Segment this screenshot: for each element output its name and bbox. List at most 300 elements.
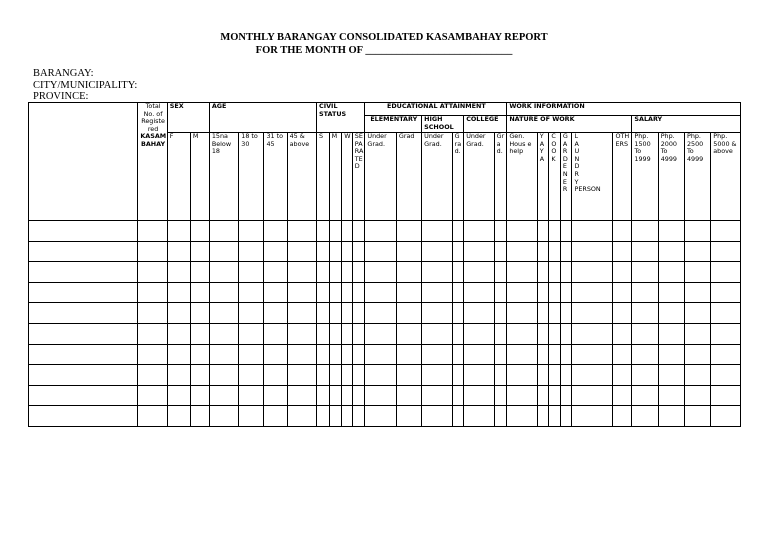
table-cell[interactable] (684, 365, 710, 386)
table-cell[interactable] (711, 323, 741, 344)
table-cell[interactable] (287, 406, 316, 427)
table-cell[interactable] (138, 365, 167, 386)
table-cell[interactable] (365, 323, 397, 344)
table-cell[interactable] (613, 385, 632, 406)
table-cell[interactable] (239, 282, 264, 303)
table-cell[interactable] (317, 262, 330, 283)
table-cell[interactable] (632, 262, 658, 283)
table-cell[interactable] (329, 385, 342, 406)
table-cell[interactable] (464, 385, 494, 406)
table-cell[interactable] (711, 282, 741, 303)
table-cell[interactable] (507, 344, 537, 365)
table-cell[interactable] (138, 303, 167, 324)
table-cell[interactable] (507, 241, 537, 262)
table-row (29, 385, 741, 406)
table-cell[interactable] (167, 323, 190, 344)
table-cell[interactable] (613, 303, 632, 324)
table-cell[interactable] (560, 221, 572, 242)
table-cell[interactable] (452, 262, 464, 283)
table-cell[interactable] (537, 303, 549, 324)
table-cell[interactable] (537, 385, 549, 406)
total-header-cell (138, 103, 167, 221)
table-cell[interactable] (29, 406, 138, 427)
table-cell[interactable] (464, 221, 494, 242)
table-cell[interactable] (464, 406, 494, 427)
table-cell[interactable] (239, 365, 264, 386)
table-cell[interactable] (684, 241, 710, 262)
table-row (29, 406, 741, 427)
table-cell[interactable] (549, 282, 561, 303)
table-cell[interactable] (658, 406, 684, 427)
table-cell[interactable] (572, 282, 613, 303)
table-cell[interactable] (342, 241, 353, 262)
table-cell[interactable] (464, 262, 494, 283)
table-cell[interactable] (167, 385, 190, 406)
table-cell[interactable] (190, 323, 209, 344)
table-cell[interactable] (537, 365, 549, 386)
table-cell[interactable] (365, 221, 397, 242)
table-cell[interactable] (658, 323, 684, 344)
table-cell[interactable] (572, 241, 613, 262)
table-cell[interactable] (352, 385, 365, 406)
table-cell[interactable] (209, 385, 238, 406)
table-cell[interactable] (365, 385, 397, 406)
table-cell[interactable] (537, 282, 549, 303)
table-cell[interactable] (190, 406, 209, 427)
table-cell[interactable] (560, 303, 572, 324)
table-cell[interactable] (352, 344, 365, 365)
salary-2500-4999: Php. 2500 To 4999 (684, 133, 710, 221)
table-cell[interactable] (711, 303, 741, 324)
table-cell[interactable] (464, 323, 494, 344)
table-cell[interactable] (452, 365, 464, 386)
table-cell[interactable] (239, 303, 264, 324)
table-cell[interactable] (684, 303, 710, 324)
table-cell[interactable] (239, 241, 264, 262)
table-cell[interactable] (365, 241, 397, 262)
table-cell[interactable] (572, 406, 613, 427)
table-cell[interactable] (549, 262, 561, 283)
table-cell[interactable] (342, 303, 353, 324)
table-cell[interactable] (342, 323, 353, 344)
table-cell[interactable] (29, 241, 138, 262)
table-cell[interactable] (317, 282, 330, 303)
table-cell[interactable] (239, 344, 264, 365)
table-cell[interactable] (287, 221, 316, 242)
table-cell[interactable] (264, 385, 287, 406)
table-cell[interactable] (352, 303, 365, 324)
table-cell[interactable] (572, 385, 613, 406)
table-cell[interactable] (365, 406, 397, 427)
table-cell[interactable] (507, 365, 537, 386)
table-cell[interactable] (365, 344, 397, 365)
table-cell[interactable] (422, 303, 452, 324)
table-cell[interactable] (264, 406, 287, 427)
laundry-person-label: PERSON (574, 185, 601, 194)
table-cell[interactable] (396, 303, 421, 324)
table-cell[interactable] (658, 303, 684, 324)
table-cell[interactable] (287, 323, 316, 344)
table-cell[interactable] (239, 262, 264, 283)
table-cell[interactable] (464, 365, 494, 386)
table-cell[interactable] (190, 344, 209, 365)
table-cell[interactable] (494, 241, 507, 262)
table-cell[interactable] (190, 221, 209, 242)
table-cell[interactable] (342, 365, 353, 386)
table-cell[interactable] (452, 323, 464, 344)
table-cell[interactable] (138, 385, 167, 406)
table-cell[interactable] (317, 303, 330, 324)
table-cell[interactable] (422, 344, 452, 365)
table-cell[interactable] (264, 282, 287, 303)
table-cell[interactable] (190, 385, 209, 406)
table-cell[interactable] (507, 406, 537, 427)
title-line-1: MONTHLY BARANGAY CONSOLIDATED KASAMBAHAY REPORT (220, 32, 548, 43)
table-cell[interactable] (239, 385, 264, 406)
table-cell[interactable] (138, 282, 167, 303)
table-cell[interactable] (264, 365, 287, 386)
table-cell[interactable] (632, 303, 658, 324)
table-cell[interactable] (209, 262, 238, 283)
table-cell[interactable] (494, 385, 507, 406)
table-cell[interactable] (209, 282, 238, 303)
table-cell[interactable] (209, 303, 238, 324)
table-cell[interactable] (329, 406, 342, 427)
table-cell[interactable] (352, 241, 365, 262)
table-cell[interactable] (396, 241, 421, 262)
table-cell[interactable] (613, 241, 632, 262)
table-cell[interactable] (264, 344, 287, 365)
table-cell[interactable] (658, 282, 684, 303)
table-cell[interactable] (494, 221, 507, 242)
table-cell[interactable] (329, 221, 342, 242)
table-cell[interactable] (29, 221, 138, 242)
table-cell[interactable] (613, 406, 632, 427)
report-table (28, 102, 741, 427)
table-cell[interactable] (632, 406, 658, 427)
table-cell[interactable] (452, 344, 464, 365)
table-cell[interactable] (464, 241, 494, 262)
table-cell[interactable] (167, 303, 190, 324)
table-cell[interactable] (494, 282, 507, 303)
table-cell[interactable] (138, 221, 167, 242)
table-cell[interactable] (632, 344, 658, 365)
table-cell[interactable] (711, 365, 741, 386)
table-cell[interactable] (613, 262, 632, 283)
table-cell[interactable] (507, 303, 537, 324)
table-cell[interactable] (494, 262, 507, 283)
table-cell[interactable] (239, 221, 264, 242)
table-cell[interactable] (342, 282, 353, 303)
table-cell[interactable] (422, 365, 452, 386)
table-cell[interactable] (287, 262, 316, 283)
age-45-above: 45 & above (287, 133, 316, 221)
table-cell[interactable] (396, 406, 421, 427)
table-cell[interactable] (507, 323, 537, 344)
table-cell[interactable] (138, 406, 167, 427)
table-cell[interactable] (329, 323, 342, 344)
table-cell[interactable] (684, 323, 710, 344)
table-cell[interactable] (422, 262, 452, 283)
table-cell[interactable] (537, 221, 549, 242)
table-cell[interactable] (239, 406, 264, 427)
work-gardener: GARDENER (560, 133, 572, 221)
table-cell[interactable] (560, 406, 572, 427)
table-cell[interactable] (287, 365, 316, 386)
table-cell[interactable] (342, 385, 353, 406)
table-cell[interactable] (572, 323, 613, 344)
table-cell[interactable] (365, 303, 397, 324)
table-cell[interactable] (352, 365, 365, 386)
table-cell[interactable] (560, 241, 572, 262)
table-cell[interactable] (549, 221, 561, 242)
civil-s: S (317, 133, 330, 221)
table-cell[interactable] (287, 282, 316, 303)
table-cell[interactable] (190, 262, 209, 283)
table-cell[interactable] (711, 241, 741, 262)
table-cell[interactable] (613, 323, 632, 344)
table-cell[interactable] (396, 365, 421, 386)
table-cell[interactable] (396, 262, 421, 283)
table-cell[interactable] (29, 365, 138, 386)
table-cell[interactable] (264, 241, 287, 262)
table-cell[interactable] (572, 344, 613, 365)
table-cell[interactable] (560, 365, 572, 386)
table-cell[interactable] (167, 262, 190, 283)
table-cell[interactable] (494, 303, 507, 324)
table-cell[interactable] (317, 241, 330, 262)
table-cell[interactable] (560, 282, 572, 303)
table-cell[interactable] (138, 323, 167, 344)
table-cell[interactable] (317, 344, 330, 365)
table-cell[interactable] (29, 385, 138, 406)
table-cell[interactable] (711, 385, 741, 406)
table-cell[interactable] (549, 323, 561, 344)
table-cell[interactable] (239, 323, 264, 344)
table-cell[interactable] (560, 323, 572, 344)
table-cell[interactable] (167, 344, 190, 365)
table-cell[interactable] (209, 406, 238, 427)
table-cell[interactable] (167, 406, 190, 427)
table-cell[interactable] (352, 323, 365, 344)
table-cell[interactable] (507, 262, 537, 283)
table-cell[interactable] (317, 221, 330, 242)
table-cell[interactable] (658, 262, 684, 283)
table-cell[interactable] (658, 365, 684, 386)
elementary-header: ELEMENTARY (365, 116, 422, 133)
table-cell[interactable] (684, 344, 710, 365)
table-cell[interactable] (29, 344, 138, 365)
table-cell[interactable] (190, 303, 209, 324)
location-fields (33, 68, 137, 103)
table-cell[interactable] (365, 262, 397, 283)
sex-header: SEX (167, 103, 209, 133)
table-cell[interactable] (507, 282, 537, 303)
table-cell[interactable] (613, 221, 632, 242)
table-cell[interactable] (632, 385, 658, 406)
table-cell[interactable] (317, 323, 330, 344)
table-cell[interactable] (494, 344, 507, 365)
table-cell[interactable] (209, 323, 238, 344)
table-cell[interactable] (494, 323, 507, 344)
table-cell[interactable] (549, 303, 561, 324)
table-cell[interactable] (287, 241, 316, 262)
table-cell[interactable] (329, 344, 342, 365)
table-cell[interactable] (632, 282, 658, 303)
table-cell[interactable] (287, 344, 316, 365)
table-cell[interactable] (711, 262, 741, 283)
table-cell[interactable] (711, 344, 741, 365)
table-cell[interactable] (209, 344, 238, 365)
table-cell[interactable] (658, 241, 684, 262)
table-cell[interactable] (560, 262, 572, 283)
table-cell[interactable] (396, 221, 421, 242)
table-cell[interactable] (209, 365, 238, 386)
table-cell[interactable] (464, 282, 494, 303)
table-cell[interactable] (365, 365, 397, 386)
table-cell[interactable] (549, 385, 561, 406)
table-cell[interactable] (209, 221, 238, 242)
table-cell[interactable] (684, 221, 710, 242)
table-cell[interactable] (549, 344, 561, 365)
table-cell[interactable] (342, 221, 353, 242)
table-cell[interactable] (138, 241, 167, 262)
table-cell[interactable] (684, 406, 710, 427)
table-cell[interactable] (264, 323, 287, 344)
table-cell[interactable] (317, 365, 330, 386)
table-cell[interactable] (613, 282, 632, 303)
table-cell[interactable] (549, 365, 561, 386)
table-cell[interactable] (422, 241, 452, 262)
table-cell[interactable] (287, 385, 316, 406)
table-cell[interactable] (572, 221, 613, 242)
table-cell[interactable] (632, 221, 658, 242)
table-cell[interactable] (572, 365, 613, 386)
salary-5000-above: Php. 5000 & above (711, 133, 741, 221)
table-cell[interactable] (452, 385, 464, 406)
table-cell[interactable] (352, 221, 365, 242)
table-cell[interactable] (317, 406, 330, 427)
table-cell[interactable] (549, 241, 561, 262)
table-cell[interactable] (494, 365, 507, 386)
table-cell[interactable] (396, 282, 421, 303)
table-cell[interactable] (537, 241, 549, 262)
table-cell[interactable] (422, 323, 452, 344)
table-cell[interactable] (560, 344, 572, 365)
table-cell[interactable] (352, 262, 365, 283)
table-cell[interactable] (537, 406, 549, 427)
table-cell[interactable] (329, 282, 342, 303)
table-cell[interactable] (342, 262, 353, 283)
table-cell[interactable] (572, 262, 613, 283)
table-cell[interactable] (329, 303, 342, 324)
table-cell[interactable] (29, 323, 138, 344)
table-cell[interactable] (464, 303, 494, 324)
table-cell[interactable] (560, 385, 572, 406)
table-cell[interactable] (209, 241, 238, 262)
table-cell[interactable] (396, 344, 421, 365)
table-cell[interactable] (29, 303, 138, 324)
table-cell[interactable] (365, 282, 397, 303)
table-cell[interactable] (190, 241, 209, 262)
table-cell[interactable] (396, 385, 421, 406)
table-row (29, 365, 741, 386)
table-cell[interactable] (167, 241, 190, 262)
table-cell[interactable] (342, 406, 353, 427)
table-cell[interactable] (452, 241, 464, 262)
table-cell[interactable] (422, 406, 452, 427)
table-cell[interactable] (138, 344, 167, 365)
table-cell[interactable] (29, 262, 138, 283)
table-cell[interactable] (422, 282, 452, 303)
table-cell[interactable] (190, 365, 209, 386)
table-cell[interactable] (317, 385, 330, 406)
table-cell[interactable] (264, 262, 287, 283)
table-cell[interactable] (167, 365, 190, 386)
table-cell[interactable] (452, 282, 464, 303)
table-cell[interactable] (684, 262, 710, 283)
table-cell[interactable] (396, 323, 421, 344)
table-cell[interactable] (422, 385, 452, 406)
table-cell[interactable] (572, 303, 613, 324)
table-cell[interactable] (632, 365, 658, 386)
table-cell[interactable] (658, 221, 684, 242)
table-cell[interactable] (452, 221, 464, 242)
table-cell[interactable] (29, 282, 138, 303)
table-cell[interactable] (452, 406, 464, 427)
table-cell[interactable] (632, 241, 658, 262)
table-cell[interactable] (613, 344, 632, 365)
table-cell[interactable] (711, 406, 741, 427)
table-cell[interactable] (684, 385, 710, 406)
table-cell[interactable] (329, 365, 342, 386)
table-row (29, 344, 741, 365)
table-cell[interactable] (613, 365, 632, 386)
table-cell[interactable] (658, 385, 684, 406)
table-cell[interactable] (537, 344, 549, 365)
table-cell[interactable] (684, 282, 710, 303)
table-cell[interactable] (507, 385, 537, 406)
table-cell[interactable] (138, 262, 167, 283)
age-header: AGE (209, 103, 316, 133)
table-cell[interactable] (507, 221, 537, 242)
total-label: Total No. of Registe red (141, 102, 165, 133)
table-cell[interactable] (329, 241, 342, 262)
table-cell[interactable] (264, 303, 287, 324)
work-cook: COOK (549, 133, 561, 221)
table-cell[interactable] (464, 344, 494, 365)
table-cell[interactable] (494, 406, 507, 427)
table-cell[interactable] (352, 406, 365, 427)
table-cell[interactable] (549, 406, 561, 427)
table-cell[interactable] (264, 221, 287, 242)
table-cell[interactable] (167, 282, 190, 303)
table-cell[interactable] (632, 323, 658, 344)
table-cell[interactable] (329, 262, 342, 283)
table-cell[interactable] (287, 303, 316, 324)
table-cell[interactable] (537, 262, 549, 283)
table-cell[interactable] (167, 221, 190, 242)
college-undergrad: Under Grad. (464, 133, 494, 221)
table-cell[interactable] (711, 221, 741, 242)
table-cell[interactable] (190, 282, 209, 303)
table-cell[interactable] (422, 221, 452, 242)
table-cell[interactable] (352, 282, 365, 303)
table-cell[interactable] (658, 344, 684, 365)
table-cell[interactable] (452, 303, 464, 324)
table-cell[interactable] (537, 323, 549, 344)
table-cell[interactable] (342, 344, 353, 365)
